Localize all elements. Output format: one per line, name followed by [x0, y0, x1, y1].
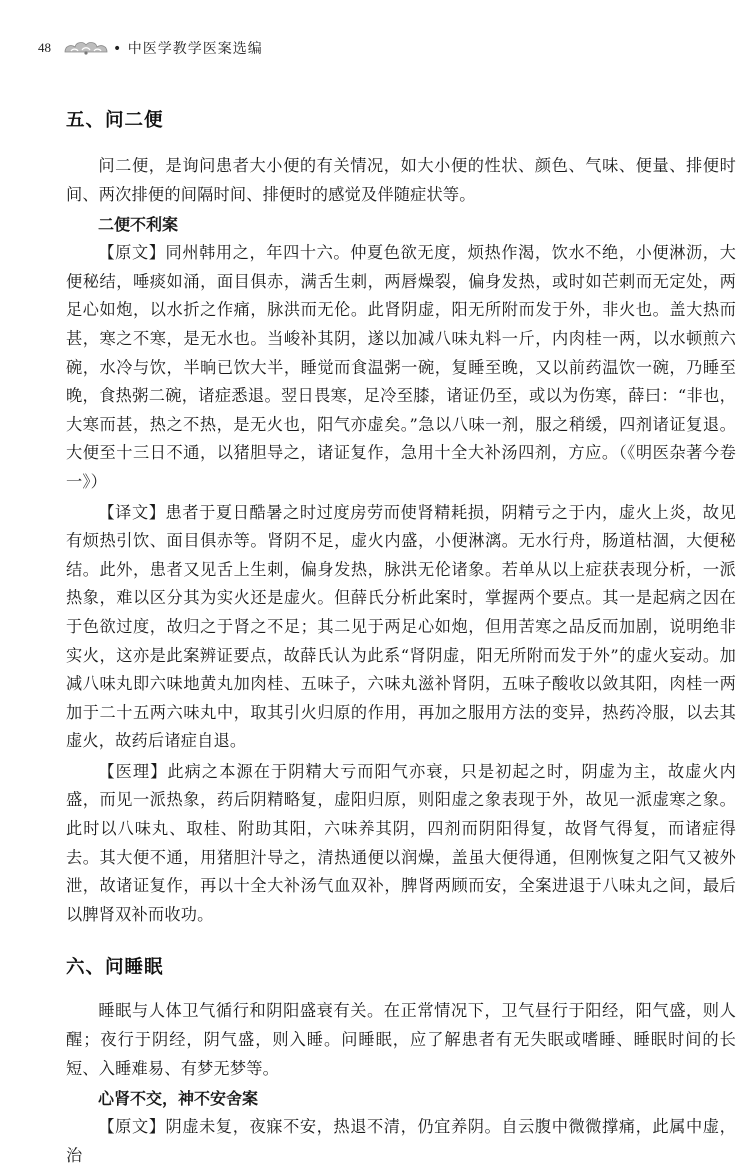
- section-title-bowel: 五、问二便: [66, 110, 164, 131]
- page-header: [38, 37, 263, 59]
- sleep-original-text: 阴虚未复，夜寐不安，热退不清，仍宜养阴。自云腹中微微撑痛，此属中虚，治: [66, 1117, 736, 1165]
- case-title-bowel: 二便不利案: [98, 215, 179, 235]
- page-number: 48: [38, 40, 51, 55]
- translation-text: 患者于夏日酷暑之时过度房劳而使肾精耗损，阴精亏之于内，虚火上炎，故见有烦热引饮、面目俱赤等。肾阴不足，虚火内盛，小便淋漓。无水行舟，肠道枯涸，大便秘结。此外，患者又见舌上生刺，偏身发热，脉洪无伦诸象。若单从以上症获表现分析，一派热象，难以区分其为实火还是虚火。但薛氏分析此案时，掌握两个要点。其一是起病之因在于色欲过度，故归之于肾之不足；其二见于两足心如炮，但用苦寒之品反而加剧，说明绝非实火，这亦是此案辨证要点，故薛氏认为此系“肾阴虚，阳无所附而发于外”的虚火妄动。加减八味丸即六味地黄丸加肉桂、五味子，六味丸滋补肾阴，五味子酸收以敛其阳，肉桂一两加于二十五两六味丸中，取其引火归原的作用，再加之服用方法的变异，热药冷服，以去其虚火，故药后诸症自退。: [66, 502, 736, 751]
- original-text-paragraph: [66, 239, 736, 496]
- page-content: [66, 96, 736, 1170]
- sleep-original-label: 【原文】: [98, 1117, 166, 1137]
- original-text: 同州韩用之，年四十六。仲夏色欲无度，烦热作渴，饮水不绝，小便淋沥，大便秘结，唾痰如涌，面目俱赤，满舌生刺，两唇燥裂，偏身发热，或时如芒刺而无定处，两足心如炮，以水折之作痛，脉洪而无伦。此肾阴虚，阳无所附而发于外，非火也。盖大热而甚，寒之不寒，是无水也。当峻补其阴，遂以加减八味丸料一斤，内肉桂一两，以水顿煎六碗，水冷与饮，半晌已饮大半，睡觉而食温粥一碗，复睡至晚，又以前药温饮一碗，乃睡至晚，食热粥二碗，诸症悉退。翌日畏寒，足冷至膝，诸证仍至，或以为伤寒，薛曰：“非也，大寒而甚，热之不热，是无火也，阳气亦虚矣。”急以八味一剂，服之稍缓，四剂诸证复退。大便至十三日不通，以猪胆导之，诸证复作，急用十全大补汤四剂，方应。（《明医杂著今卷一》）: [66, 243, 736, 491]
- theory-label: 【医理】: [98, 761, 168, 781]
- case-title-sleep: 心肾不交，神不安舍案: [98, 1089, 259, 1109]
- section-intro-bowel: 问二便，是询问患者大小便的有关情况，如大小便的性状、颜色、气味、便量、排便时间、两次排便的间隔时间、排便时的感觉及伴随症状等。: [66, 156, 736, 204]
- original-label: 【原文】: [98, 243, 166, 263]
- sleep-original-paragraph: [66, 1113, 736, 1170]
- theory-text: 此病之本源在于阴精大亏而阳气亦衰，只是初起之时，阴虚为主，故虚火内盛，而见一派热象，药后阴精略复，虚阳归原，则阳虚之象表现于外，故见一派虚寒之象。此时以八味丸、取桂、附助其阳，六味养其阴，四剂而阴阳得复，故肾气得复，而诸症得去。其大便不通，用猪胆汁导之，清热通便以润燥，盖虽大便得通，但刚恢复之阳气又被外泄，故诸证复作，再以十全大补汤气血双补，脾肾两顾而安，全案进退于八味丸之间，最后以脾肾双补而收功。: [66, 761, 736, 924]
- section-intro-sleep: 睡眠与人体卫气循行和阴阳盛衰有关。在正常情况下，卫气昼行于阳经，阳气盛，则人醒；夜行于阴经，阴气盛，则入睡。问睡眠，应了解患者有无失眠或嗜睡、睡眠时间的长短、入睡难易、有梦无梦等。: [66, 1001, 736, 1078]
- book-title: • 中医学教学医案选编: [113, 41, 263, 57]
- translation-paragraph: [66, 499, 736, 756]
- section-title-sleep: 六、问睡眠: [66, 957, 164, 979]
- translation-label: 【译文】: [98, 502, 166, 522]
- theory-paragraph: [66, 758, 736, 930]
- cloud-ornament-icon: [63, 38, 109, 58]
